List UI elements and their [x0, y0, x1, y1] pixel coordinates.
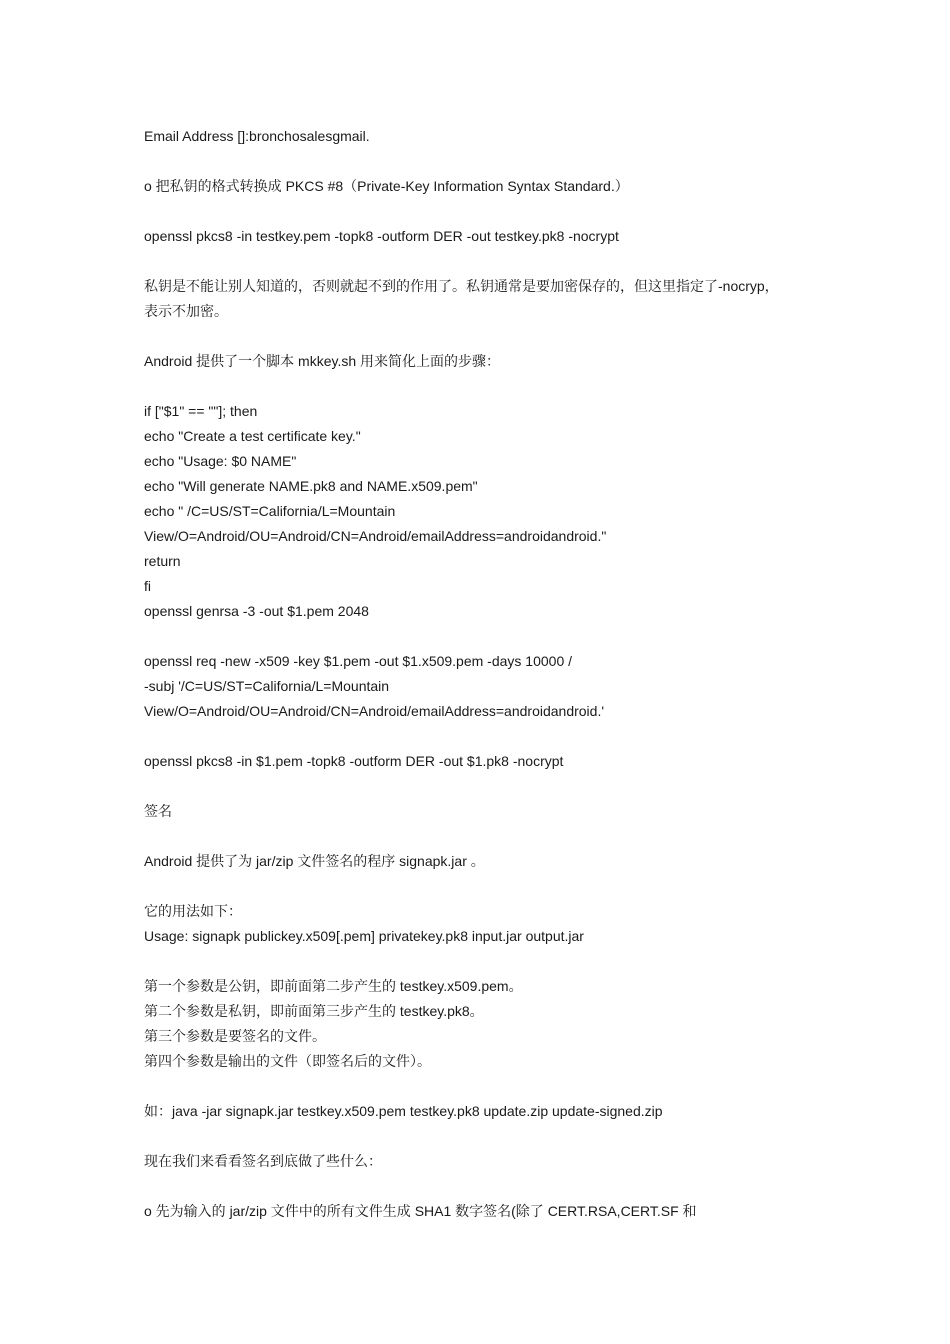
text-line: o 先为输入的 jar/zip 文件中的所有文件生成 SHA1 数字签名(除了 CERT.RSA,CERT.SF 和: [144, 1203, 697, 1219]
text-line: 它的用法如下：: [144, 903, 242, 919]
blank-line: [144, 249, 804, 274]
text-line: Email Address []:bronchosalesgmail.: [144, 128, 370, 144]
blank-line: [144, 824, 804, 849]
blank-line: [144, 1174, 804, 1199]
blank-line: [144, 374, 804, 399]
blank-line: [144, 774, 804, 799]
text-line: 第二个参数是私钥，即前面第三步产生的 testkey.pk8。: [144, 1003, 484, 1019]
blank-line: [144, 624, 804, 649]
text-line: openssl genrsa -3 -out $1.pem 2048: [144, 603, 369, 619]
text-line: echo "Will generate NAME.pk8 and NAME.x509.pem": [144, 478, 478, 494]
text-line: 私钥是不能让别人知道的，否则就起不到的作用了。私钥通常是要加密保存的，但这里指定了-nocryp，: [144, 278, 779, 294]
text-line: o 把私钥的格式转换成 PKCS #8（Private-Key Information Syntax Standard.）: [144, 178, 629, 194]
blank-line: [144, 199, 804, 224]
blank-line: [144, 1124, 804, 1149]
text-line: openssl pkcs8 -in testkey.pem -topk8 -outform DER -out testkey.pk8 -nocrypt: [144, 228, 619, 244]
text-line: echo "Usage: $0 NAME": [144, 453, 297, 469]
blank-line: [144, 1074, 804, 1099]
text-line: return: [144, 553, 181, 569]
text-line: echo "Create a test certificate key.": [144, 428, 361, 444]
blank-line: [144, 874, 804, 899]
text-line: Android 提供了为 jar/zip 文件签名的程序 signapk.jar 。: [144, 853, 485, 869]
document-body: [144, 124, 804, 1224]
text-line: View/O=Android/OU=Android/CN=Android/emailAddress=androidandroid.': [144, 703, 605, 719]
text-line: openssl req -new -x509 -key $1.pem -out $1.x509.pem -days 10000 /: [144, 653, 573, 669]
text-line: if ["$1" == ""]; then: [144, 403, 258, 419]
text-line: fi: [144, 578, 151, 594]
text-line: -subj '/C=US/ST=California/L=Mountain: [144, 678, 390, 694]
blank-line: [144, 149, 804, 174]
blank-line: [144, 949, 804, 974]
text-line: 第三个参数是要签名的文件。: [144, 1028, 326, 1044]
blank-line: [144, 324, 804, 349]
text-line: echo " /C=US/ST=California/L=Mountain: [144, 503, 396, 519]
blank-line: [144, 724, 804, 749]
text-line: Usage: signapk publickey.x509[.pem] privatekey.pk8 input.jar output.jar: [144, 928, 584, 944]
text-line: 第一个参数是公钥，即前面第二步产生的 testkey.x509.pem。: [144, 978, 523, 994]
text-line: 如：java -jar signapk.jar testkey.x509.pem testkey.pk8 update.zip update-signed.zip: [144, 1103, 663, 1119]
text-line: 表示不加密。: [144, 303, 228, 319]
text-line: 现在我们来看看签名到底做了些什么：: [144, 1153, 382, 1169]
text-line: openssl pkcs8 -in $1.pem -topk8 -outform DER -out $1.pk8 -nocrypt: [144, 753, 564, 769]
text-line: 第四个参数是输出的文件（即签名后的文件）。: [144, 1053, 431, 1069]
text-line: Android 提供了一个脚本 mkkey.sh 用来简化上面的步骤：: [144, 353, 501, 369]
text-line: 签名: [144, 803, 172, 819]
text-line: View/O=Android/OU=Android/CN=Android/emailAddress=androidandroid.": [144, 528, 607, 544]
